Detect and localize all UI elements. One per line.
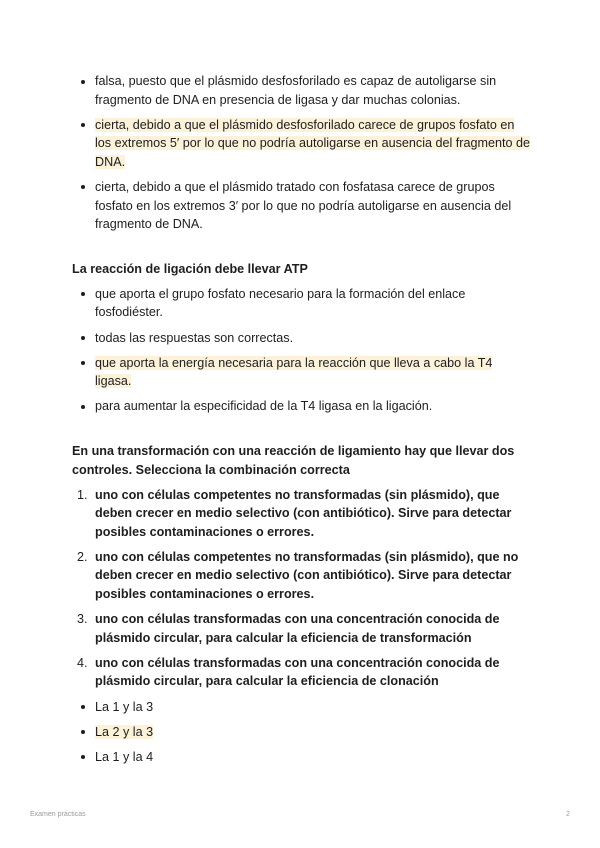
q3-option-3: La 1 y la 4 xyxy=(72,748,532,767)
document-body xyxy=(72,72,532,773)
footer-title: Examen prácticas xyxy=(30,811,86,818)
q3-numbered-list xyxy=(72,486,532,691)
q3-option-2 xyxy=(72,723,532,742)
q2-title: La reacción de ligación debe llevar ATP xyxy=(72,262,308,277)
q3-title: En una transformación con una reacción de ligamiento hay que llevar dos controles. Selecciona la combinación correcta xyxy=(72,444,515,477)
highlighted-answer: cierta, debido a que el plásmido desfosforilado carece de grupos fosfato en los extremos 5′ por lo que no podría autoligarse en ausencia del fragmento de DNA. xyxy=(95,117,531,169)
q3-statement-3: 3. uno con células transformadas con una concentración conocida de plásmido circular, para calcular la eficiencia de transformación xyxy=(77,612,500,645)
highlighted-answer: La 2 y la 3 xyxy=(95,724,154,739)
q2-options xyxy=(72,285,532,416)
q2-option-2: todas las respuestas son correctas. xyxy=(72,329,532,348)
q1-options xyxy=(72,72,532,234)
q3-options xyxy=(72,698,532,767)
q3-statement-4: 4. uno con células transformadas con una concentración conocida de plásmido circular, para calcular la eficiencia de clonación xyxy=(77,655,500,689)
q1-option-1: falsa, puesto que el plásmido desfosforilado es capaz de autoligarse sin fragmento de DNA en presencia de ligasa y dar muchas colonias. xyxy=(72,72,532,109)
q2-option-4: para aumentar la especificidad de la T4 ligasa en la ligación. xyxy=(72,397,532,416)
highlighted-answer: que aporta la energía necesaria para la reacción que lleva a cabo la T4 ligasa. xyxy=(95,355,493,389)
q3-statement-1: 1. uno con células competentes no transformadas (sin plásmido), que deben crecer en medio selectivo (con antibiótico). Sirve para detectar posibles contaminaciones o errores. xyxy=(77,487,512,539)
page-number: 2 xyxy=(566,811,570,818)
q1-option-3: cierta, debido a que el plásmido tratado con fosfatasa carece de grupos fosfato en los extremos 3′ por lo que no podría autoligarse en ausencia del fragmento de DNA. xyxy=(72,178,532,234)
q3-statement-2: 2. uno con células competentes no transformadas (sin plásmido), que no deben crecer en medio selectivo (con antibiótico). Sirve para detectar posibles contaminaciones o errores. xyxy=(77,549,519,602)
q1-option-2 xyxy=(72,116,532,172)
q2-option-3 xyxy=(72,354,532,391)
page-footer xyxy=(30,811,570,818)
q3-option-1: La 1 y la 3 xyxy=(72,698,532,717)
q2-option-1: que aporta el grupo fosfato necesario para la formación del enlace fosfodiéster. xyxy=(72,285,532,322)
